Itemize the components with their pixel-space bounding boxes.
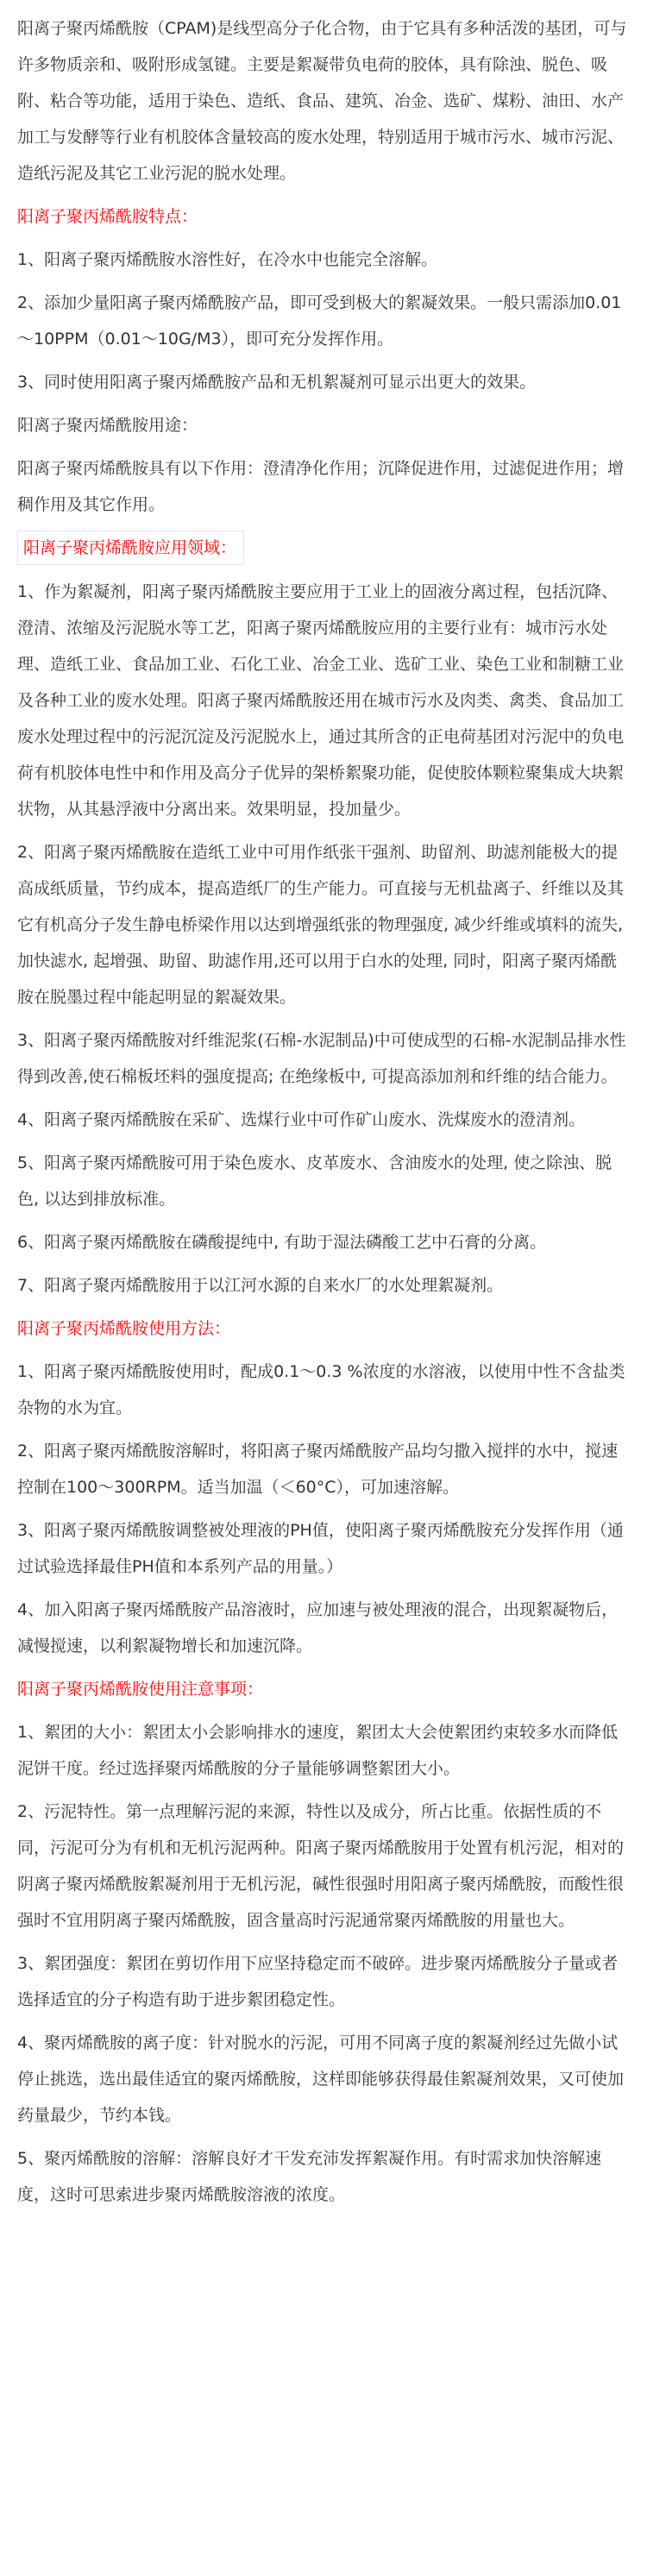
- uses-heading: 阳离子聚丙烯酰胺用途：: [17, 416, 198, 435]
- features-heading: 阳离子聚丙烯酰胺特点：: [17, 207, 198, 226]
- feature-item: 3、同时使用阳离子聚丙烯酰胺产品和无机絮凝剂可显示出更大的效果。: [17, 373, 537, 392]
- feature-item: 2、添加少量阳离子聚丙烯酰胺产品，即可受到极大的絮凝效果。一般只需添加0.01～10PPM（0.01～10G/M3），即可充分发挥作用。: [17, 293, 622, 349]
- application-item: 7、阳离子聚丙烯酰胺用于以江河水源的自来水厂的水处理絮凝剂。: [17, 1276, 504, 1295]
- application-item: 4、阳离子聚丙烯酰胺在采矿、选煤行业中可作矿山废水、洗煤废水的澄清剂。: [17, 1110, 586, 1129]
- method-heading: 阳离子聚丙烯酰胺使用方法：: [17, 1319, 231, 1338]
- note-item: 3、絮团强度：絮团在剪切作用下应坚持稳定而不破碎。进步聚丙烯酰胺分子量或者选择适宜的分子构造有助于进步絮团稳定性。: [17, 1954, 619, 2009]
- application-item: 6、阳离子聚丙烯酰胺在磷酸提纯中, 有助于湿法磷酸工艺中石膏的分离。: [17, 1233, 547, 1252]
- method-item: 3、阳离子聚丙烯酰胺调整被处理液的PH值，使阳离子聚丙烯酰胺充分发挥作用（通过试验选择最佳PH值和本系列产品的用量。）: [17, 1521, 624, 1576]
- uses-item: 阳离子聚丙烯酰胺具有以下作用：澄清净化作用；沉降促进作用，过滤促进作用；增稠作用及其它作用。: [17, 459, 625, 514]
- intro-paragraph: 阳离子聚丙烯酰胺（CPAM)是线型高分子化合物，由于它具有多种活泼的基团，可与许多物质亲和、吸附形成氢键。主要是絮凝带负电荷的胶体，具有除浊、脱色、吸附、粘合等功能，适用于染色、造纸、食品、建筑、冶金、选矿、煤粉、油田、水产加工与发酵等行业有机胶体含量较高的废水处理，特别适用于城市污水、城市污泥、造纸污泥及其它工业污泥的脱水处理。: [17, 19, 627, 183]
- note-item: 5、聚丙烯酰胺的溶解：溶解良好才干发充沛发挥絮凝作用。有时需求加快溶解速度，这时可思索进步聚丙烯酰胺溶液的浓度。: [17, 2149, 602, 2204]
- feature-item: 1、阳离子聚丙烯酰胺水溶性好，在冷水中也能完全溶解。: [17, 250, 438, 269]
- method-item: 4、加入阳离子聚丙烯酰胺产品溶液时，应加速与被处理液的混合，出现絮凝物后，减慢搅速，以利絮凝物增长和加速沉降。: [17, 1600, 619, 1656]
- notes-heading: 阳离子聚丙烯酰胺使用注意事项：: [17, 1680, 264, 1699]
- method-item: 2、阳离子聚丙烯酰胺溶解时，将阳离子聚丙烯酰胺产品均匀撒入搅拌的水中，搅速控制在100～300RPM。适当加温（＜60°C），可加速溶解。: [17, 1442, 619, 1497]
- application-item: 5、阳离子聚丙烯酰胺可用于染色废水、皮革废水、含油废水的处理, 使之除浊、脱色, 以达到排放标准。: [17, 1153, 612, 1209]
- application-item: 2、阳离子聚丙烯酰胺在造纸工业中可用作纸张干强剂、助留剂、助滤剂能极大的提高成纸质量，节约成本，提高造纸厂的生产能力。可直接与无机盐离子、纤维以及其它有机高分子发生静电桥梁作用以达到增强纸张的物理强度, 减少纤维或填料的流失,加快滤水, 起增强、助留、助滤作用,还可以用于白水的处理, 同时，阳离子聚丙烯酰胺在脱墨过程中能起明显的絮凝效果。: [17, 843, 625, 1007]
- note-item: 4、聚丙烯酰胺的离子度：针对脱水的污泥，可用不同离子度的絮凝剂经过先做小试停止挑选，选出最佳适宜的聚丙烯酰胺，这样即能够获得最佳絮凝剂效果，又可使加药量最少，节约本钱。: [17, 2033, 625, 2125]
- application-item: 3、阳离子聚丙烯酰胺对纤维泥浆(石棉-水泥制品)中可使成型的石棉-水泥制品排水性得到改善,使石棉板坯料的强度提高; 在绝缘板中, 可提高添加剂和纤维的结合能力。: [17, 1031, 626, 1086]
- note-item: 2、污泥特性。第一点理解污泥的来源，特性以及成分，所占比重。依据性质的不同，污泥可分为有机和无机污泥两种。阳离子聚丙烯酰胺用于处置有机污泥，相对的阴离子聚丙烯酰胺絮凝剂用于无机污泥，碱性很强时用阳离子聚丙烯酰胺，而酸性很强时不宜用阴离子聚丙烯酰胺，固含量高时污泥通常聚丙烯酰胺的用量也大。: [17, 1802, 625, 1930]
- method-item: 1、阳离子聚丙烯酰胺使用时，配成0.1～0.3 %浓度的水溶液，以使用中性不含盐类杂物的水为宜。: [17, 1362, 625, 1417]
- application-item: 1、作为絮凝剂，阳离子聚丙烯酰胺主要应用于工业上的固液分离过程，包括沉降、澄清、浓缩及污泥脱水等工艺，阳离子聚丙烯酰胺应用的主要行业有：城市污水处理、造纸工业、食品加工业、石化工业、冶金工业、选矿工业、染色工业和制糖工业及各种工业的废水处理。阳离子聚丙烯酰胺还用在城市污水及肉类、禽类、食品加工废水处理过程中的污泥沉淀及污泥脱水上，通过其所含的正电荷基团对污泥中的负电荷有机胶体电性中和作用及高分子优异的架桥絮聚功能，促使胶体颗粒聚集成大块絮状物，从其悬浮液中分离出来。效果明显，投加量少。: [17, 582, 625, 819]
- applications-heading: 阳离子聚丙烯酰胺应用领域：: [17, 531, 244, 565]
- note-item: 1、絮团的大小：絮团太小会影响排水的速度，絮团太大会使絮团约束较多水而降低泥饼干度。经过选择聚丙烯酰胺的分子量能够调整絮团大小。: [17, 1723, 619, 1778]
